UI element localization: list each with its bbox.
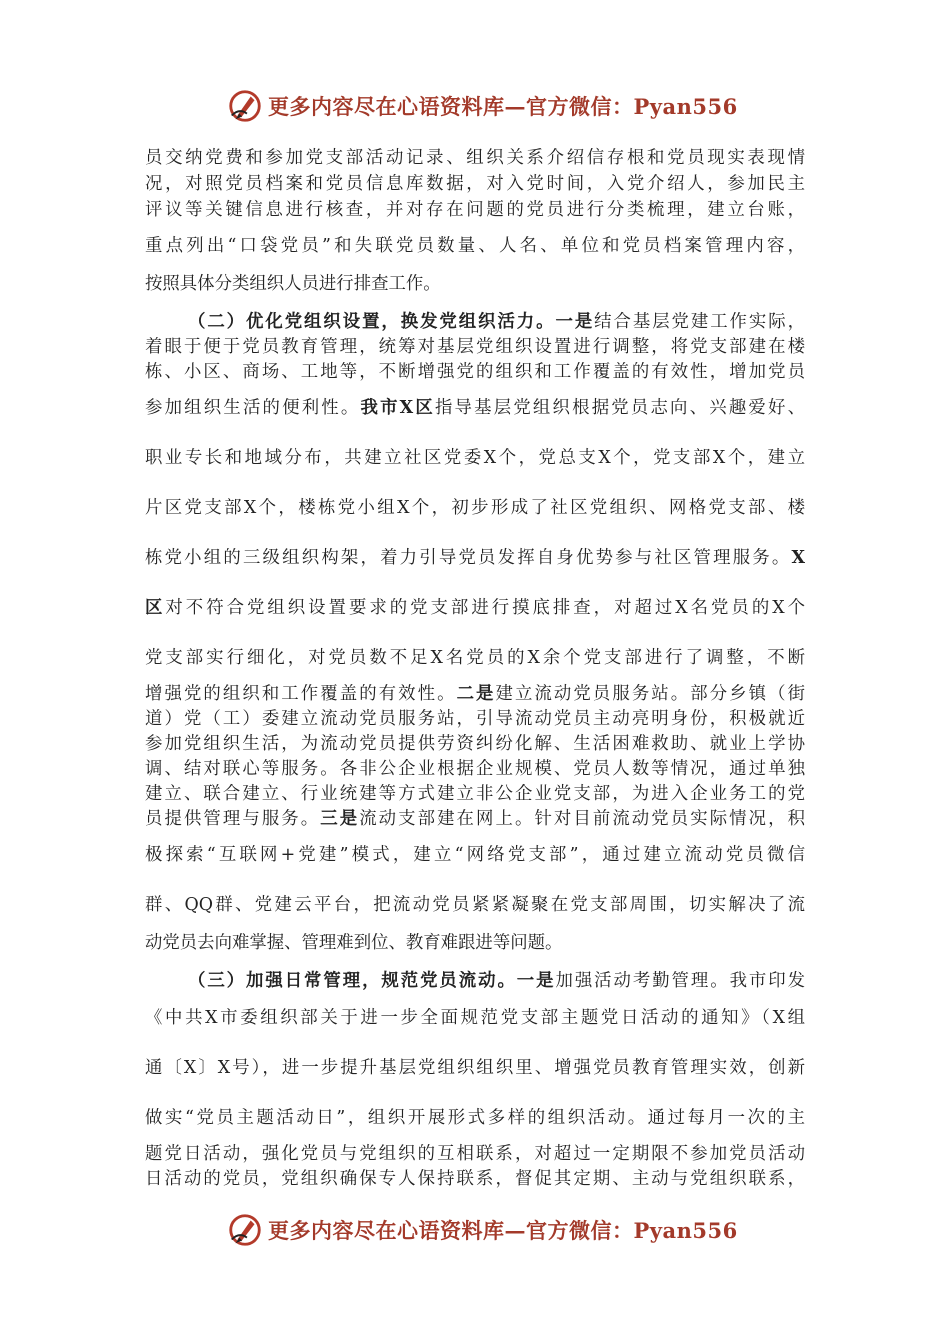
text-line: 群、QQ群、党建云平台，把流动党员紧紧凝聚在党支部周围，切实解决了流 — [145, 895, 805, 915]
text-line: 员提供管理与服务。三是流动支部建在网上。针对目前流动党员实际情况，积 — [145, 809, 805, 829]
text-line: 极探索“互联网+党建”模式，建立“网络党支部”，通过建立流动党员微信 — [145, 845, 805, 865]
footer-banner — [226, 1210, 746, 1250]
footer-banner-text: 更多内容尽在心语资料库—官方微信：Pyan556 — [268, 1218, 738, 1243]
section-heading-line: （三）加强日常管理，规范党员流动。一是加强活动考勤管理。我市印发 — [188, 971, 805, 991]
text-line: 党支部实行细化，对党员数不足X名党员的X余个党支部进行了调整，不断 — [145, 648, 805, 668]
text-line: 动党员去向难掌握、管理难到位、教育难跟进等问题。 — [145, 933, 563, 953]
text-line: 增强党的组织和工作覆盖的有效性。二是建立流动党员服务站。部分乡镇（街 — [145, 684, 805, 704]
header-banner-text: 更多内容尽在心语资料库—官方微信：Pyan556 — [268, 94, 738, 119]
text-line: 通〔X〕X号），进一步提升基层党组织组织里、增强党员教育管理实效，创新 — [145, 1058, 805, 1078]
section-heading-line: （二）优化党组织设置，换发党组织活力。一是结合基层党建工作实际， — [188, 312, 805, 332]
text-line: 片区党支部X个，楼栋党小组X个，初步形成了社区党组织、网格党支部、楼 — [145, 498, 805, 518]
text-line: 职业专长和地域分布，共建立社区党委X个，党总支X个，党支部X个，建立 — [145, 448, 805, 468]
text-line: 着眼于便于党员教育管理，统筹对基层党组织设置进行调整，将党支部建在楼 — [145, 337, 805, 357]
pen-nib-circle-icon — [226, 87, 264, 125]
text-line: 按照具体分类组织人员进行排查工作。 — [145, 274, 441, 294]
text-line: 题党日活动，强化党员与党组织的互相联系，对超过一定期限不参加党员活动 — [145, 1144, 805, 1164]
text-line: 栋、小区、商场、工地等，不断增强党的组织和工作覆盖的有效性，增加党员 — [145, 362, 805, 382]
text-line: 日活动的党员，党组织确保专人保持联系，督促其定期、主动与党组织联系， — [145, 1169, 805, 1189]
text-line: 调、结对联心等服务。各非公企业根据企业规模、党员人数等情况，通过单独 — [145, 759, 805, 779]
text-line: 建立、联合建立、行业统建等方式建立非公企业党支部，为进入企业务工的党 — [145, 784, 805, 804]
text-line: 重点列出“口袋党员”和失联党员数量、人名、单位和党员档案管理内容， — [145, 236, 805, 256]
text-line: 评议等关键信息进行核查，并对存在问题的党员进行分类梳理，建立台账， — [145, 200, 805, 220]
text-line: 参加党组织生活，为流动党员提供劳资纠纷化解、生活困难救助、就业上学协 — [145, 734, 805, 754]
text-line: 栋党小组的三级组织构架，着力引导党员发挥自身优势参与社区管理服务。X — [145, 548, 805, 568]
text-line: 员交纳党费和参加党支部活动记录、组织关系介绍信存根和党员现实表现情 — [145, 148, 805, 168]
text-line: 做实“党员主题活动日”，组织开展形式多样的组织活动。通过每月一次的主 — [145, 1108, 805, 1128]
text-line: 道）党（工）委建立流动党员服务站，引导流动党员主动亮明身份，积极就近 — [145, 709, 805, 729]
text-line: 《中共X市委组织部关于进一步全面规范党支部主题党日活动的通知》（X组 — [145, 1008, 805, 1028]
text-line: 参加组织生活的便利性。我市X区指导基层党组织根据党员志向、兴趣爱好、 — [145, 398, 805, 418]
text-line: 况，对照党员档案和党员信息库数据，对入党时间，入党介绍人，参加民主 — [145, 174, 805, 194]
pen-nib-circle-icon — [226, 1211, 264, 1249]
text-line: 区对不符合党组织设置要求的党支部进行摸底排查，对超过X名党员的X个 — [145, 598, 805, 618]
header-banner — [226, 86, 746, 126]
